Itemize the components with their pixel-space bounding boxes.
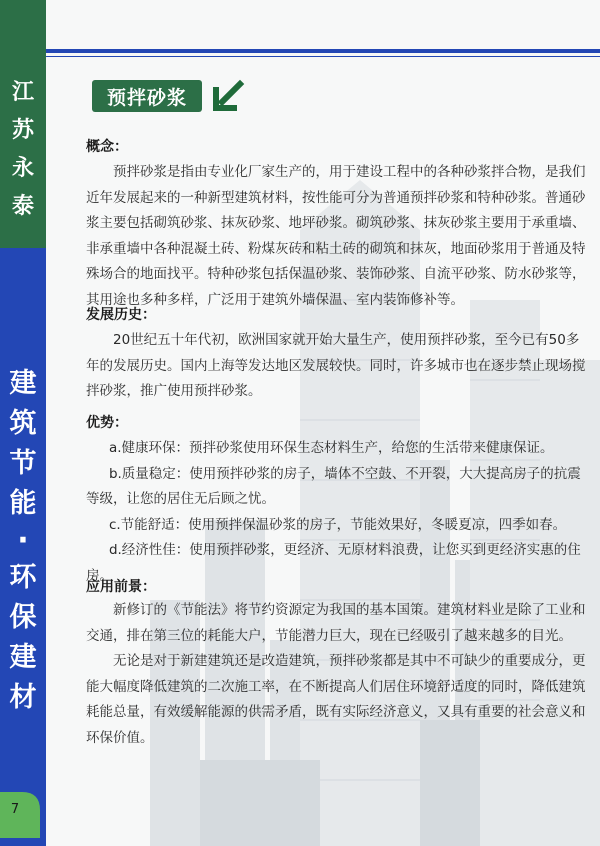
slogan-char: 能 bbox=[9, 488, 37, 519]
slogan-char: 环 bbox=[9, 562, 37, 593]
section-prospects bbox=[86, 576, 586, 751]
slogan-char: 材 bbox=[9, 682, 37, 713]
section-concept bbox=[86, 136, 586, 313]
slogan-separator: · bbox=[17, 523, 29, 558]
brand-char: 苏 bbox=[11, 117, 34, 143]
section-heading: 发展历史： bbox=[86, 307, 156, 323]
paragraph: 无论是对于新建建筑还是改造建筑，预拌砂浆都是其中不可缺少的重要成分，更能大幅度降低建筑的二次施工率，在不断提高人们居住环境舒适度的同时，降低建筑耗能总量，有效缓解能源的供需矛盾，既有实际经济意义，又具有重要的社会意义和环保价值。 bbox=[86, 653, 586, 746]
paragraph: 预拌砂浆是指由专业化厂家生产的，用于建设工程中的各种砂浆拌合物，是我们近年发展起来的一种新型建筑材料，按性能可分为普通预拌砂浆和特种砂浆。普通砂浆主要包括砌筑砂浆、抹灰砂浆、地坪砂浆。砌筑砂浆、抹灰砂浆主要用于承重墙、非承重墙中各种混凝土砖、粉煤灰砖和粘土砖的砌筑和抹灰，地面砂浆用于普通及特殊场合的地面找平。特种砂浆包括保温砂浆、装饰砂浆、自流平砂浆、防水砂浆等，其用途也多种多样，广泛用于建筑外墙保温、室内装饰修补等。 bbox=[86, 164, 586, 308]
slogan-char: 筑 bbox=[9, 408, 37, 439]
paragraph: 新修订的《节能法》将节约资源定为我国的基本国策。建筑材料业是除了工业和交通，排在第三位的耗能大户，节能潜力巨大，现在已经吸引了越来越多的目光。 bbox=[86, 602, 586, 644]
brand-char: 永 bbox=[11, 155, 34, 181]
sidebar-slogan-panel bbox=[0, 248, 46, 846]
header-rule bbox=[46, 49, 600, 53]
section-advantages bbox=[86, 412, 586, 589]
slogan-char: 保 bbox=[9, 602, 37, 633]
section-heading: 应用前景： bbox=[86, 579, 156, 595]
section-heading: 优势： bbox=[86, 415, 128, 431]
brand-char: 泰 bbox=[11, 193, 34, 219]
page-number: 7 bbox=[10, 802, 20, 817]
brand-char: 江 bbox=[11, 79, 34, 105]
arrow-down-left-icon bbox=[210, 78, 246, 114]
slogan-char: 节 bbox=[9, 448, 37, 479]
paragraph: 20世纪五十年代初，欧洲国家就开始大量生产，使用预拌砂浆，至今已有50多年的发展历史。国内上海等发达地区发展较快。同时，许多城市也在逐步禁止现场搅拌砂浆，推广使用预拌砂浆。 bbox=[86, 332, 586, 399]
section-heading: 概念： bbox=[86, 139, 128, 155]
list-item: a.健康环保：预拌砂浆使用环保生态材料生产，给您的生活带来健康保证。 bbox=[108, 440, 554, 456]
section-history bbox=[86, 304, 586, 405]
list-item: c.节能舒适：使用预拌保温砂浆的房子，节能效果好，冬暖夏凉，四季如春。 bbox=[108, 516, 567, 533]
slogan-vertical-text bbox=[0, 364, 46, 718]
title-badge bbox=[92, 80, 202, 112]
brand-vertical-text bbox=[0, 76, 46, 222]
slogan-char: 建 bbox=[9, 642, 37, 673]
slogan-char: 建 bbox=[9, 368, 37, 399]
page-title: 预拌砂浆 bbox=[106, 86, 187, 109]
sidebar-brand-panel bbox=[0, 0, 46, 248]
list-item: d.经济性佳：使用预拌砂浆，更经济、无原材料浪费，让您买到更经济实惠的住房。 bbox=[86, 542, 581, 584]
header-rule-thin bbox=[46, 56, 600, 57]
list-item: b.质量稳定：使用预拌砂浆的房子，墙体不空鼓、不开裂，大大提高房子的抗震等级，让您的居住无后顾之忧。 bbox=[86, 465, 581, 507]
